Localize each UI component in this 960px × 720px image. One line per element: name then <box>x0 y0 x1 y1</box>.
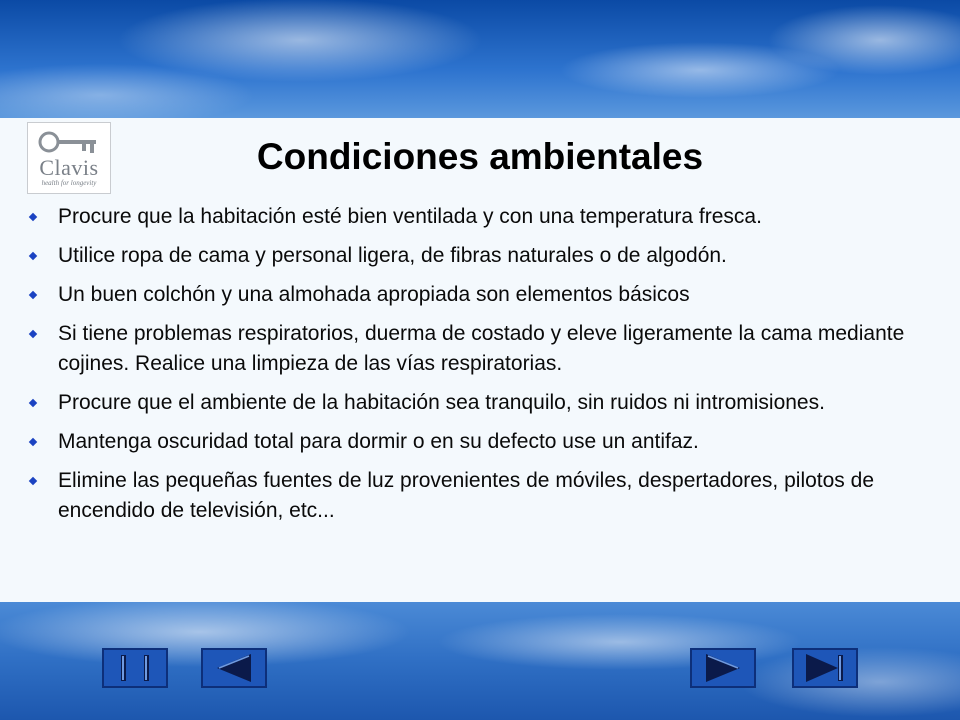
logo-tagline: health for longevity <box>41 179 97 187</box>
clavis-logo <box>27 122 111 194</box>
list-item <box>30 241 920 271</box>
bullet-icon <box>29 399 37 407</box>
bullet-text: Elimine las pequeñas fuentes de luz provenientes de móviles, despertadores, pilotos de encendido de televisión, etc... <box>58 469 874 522</box>
previous-slide-button[interactable] <box>201 648 267 688</box>
key-icon <box>38 129 100 155</box>
bullet-icon <box>29 477 37 485</box>
sky-background-top <box>0 0 960 118</box>
bullet-list <box>30 202 920 535</box>
list-item <box>30 466 920 526</box>
bullet-text: Procure que el ambiente de la habitación sea tranquilo, sin ruidos ni intromisiones. <box>58 391 825 414</box>
list-item <box>30 280 920 310</box>
last-slide-button[interactable] <box>792 648 858 688</box>
bullet-text: Utilice ropa de cama y personal ligera, de fibras naturales o de algodón. <box>58 244 727 267</box>
bullet-icon <box>29 330 37 338</box>
first-slide-button[interactable] <box>102 648 168 688</box>
bullet-text: Procure que la habitación esté bien ventilada y con una temperatura fresca. <box>58 205 762 228</box>
next-slide-button[interactable] <box>690 648 756 688</box>
bullet-text: Si tiene problemas respiratorios, duerma de costado y eleve ligeramente la cama mediante cojines. Realice una limpieza de las vías respiratorias. <box>58 322 905 375</box>
first-slide-icon <box>104 650 166 686</box>
slide-title: Condiciones ambientales <box>256 136 704 177</box>
list-item <box>30 202 920 232</box>
last-slide-icon <box>794 650 856 686</box>
bullet-text: Mantenga oscuridad total para dormir o en su defecto use un antifaz. <box>58 430 699 453</box>
bullet-icon <box>29 291 37 299</box>
list-item <box>30 427 920 457</box>
bullet-icon <box>29 252 37 260</box>
previous-slide-icon <box>203 650 265 686</box>
list-item <box>30 319 920 379</box>
bullet-icon <box>29 438 37 446</box>
logo-name: Clavis <box>39 155 99 180</box>
bullet-text: Un buen colchón y una almohada apropiada son elementos básicos <box>58 283 690 306</box>
list-item <box>30 388 920 418</box>
next-slide-icon <box>692 650 754 686</box>
bullet-icon <box>29 213 37 221</box>
